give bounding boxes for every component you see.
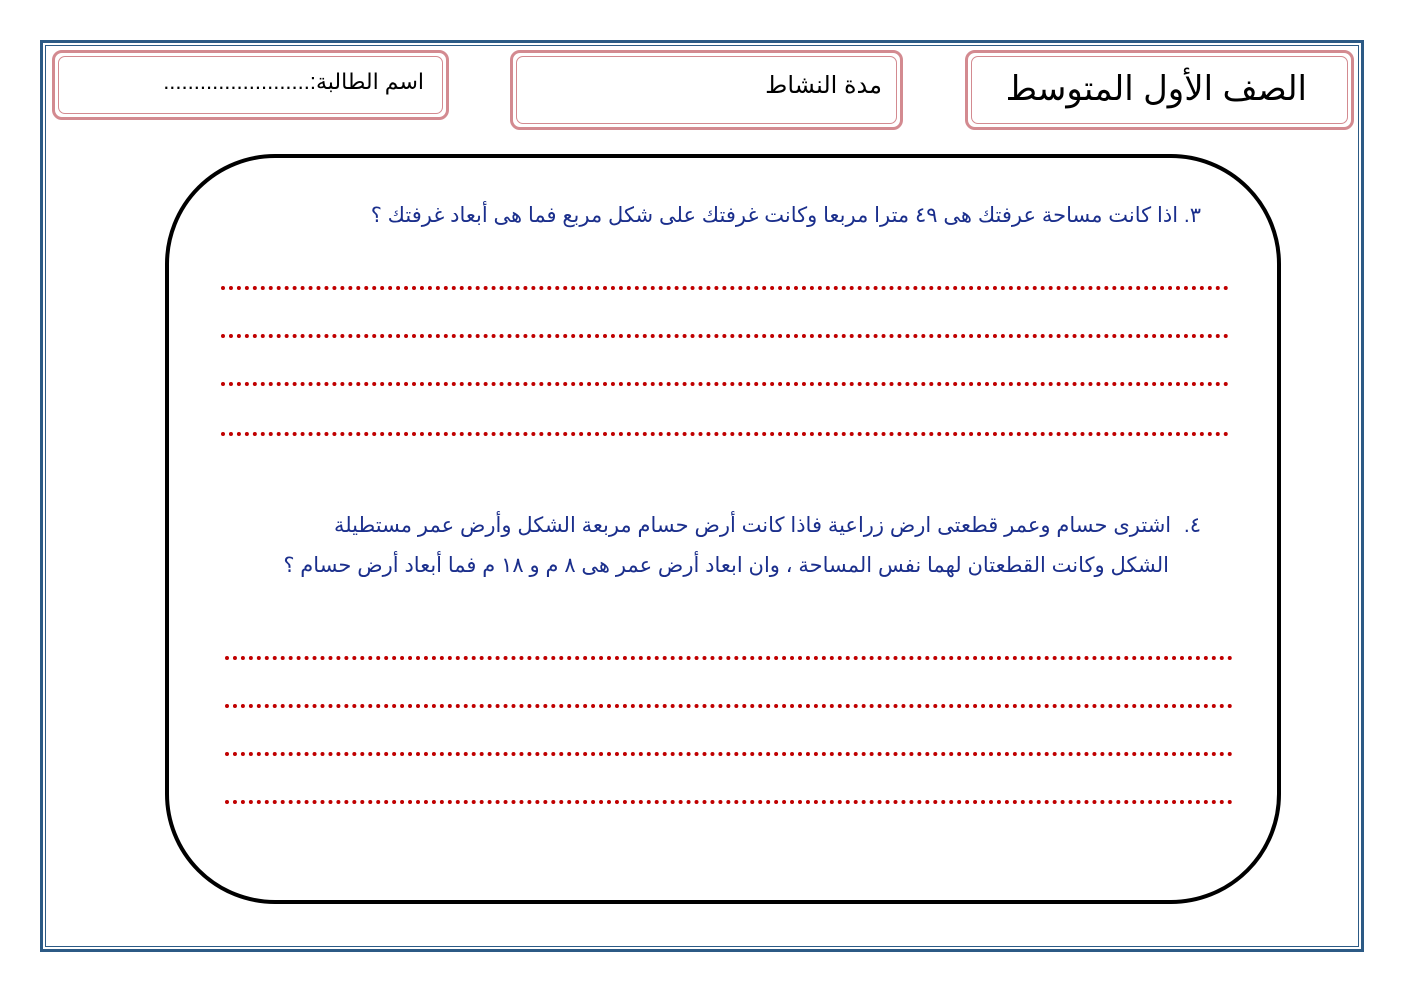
student-name-box [52,50,449,120]
answer-line[interactable] [225,656,1233,660]
question-4-text-rest: الشكل وكانت القطعتان لهما نفس المساحة ، وان ابعاد أرض عمر هى ٨ م و ١٨ م فما أبعاد أرض حسام ؟ [283,554,1169,577]
answer-line[interactable] [225,800,1233,804]
question-3 [371,196,1201,236]
student-name-label: اسم الطالبة:........................ [163,69,424,94]
activity-duration-box [510,50,903,130]
answer-line[interactable] [225,752,1233,756]
question-4 [214,506,1201,586]
question-3-text: اذا كانت مساحة عرفتك هى ٤٩ مترا مربعا وكانت غرفتك على شكل مربع فما هى أبعاد غرفتك ؟ [370,204,1179,227]
grade-label: الصف الأول المتوسط [1005,70,1307,108]
answer-line[interactable] [221,286,1229,290]
activity-duration-label: مدة النشاط [765,72,882,99]
answer-line[interactable] [221,334,1229,338]
question-3-number: ٣. [1183,204,1201,227]
answer-line[interactable] [221,382,1229,386]
grade-box [965,50,1354,130]
answer-line[interactable] [221,432,1229,436]
question-4-text-line1: اشترى حسام وعمر قطعتى ارض زراعية فاذا كانت أرض حسام مربعة الشكل وأرض عمر مستطيلة [333,514,1172,537]
answer-line[interactable] [225,704,1233,708]
question-4-number: ٤. [1183,514,1201,537]
